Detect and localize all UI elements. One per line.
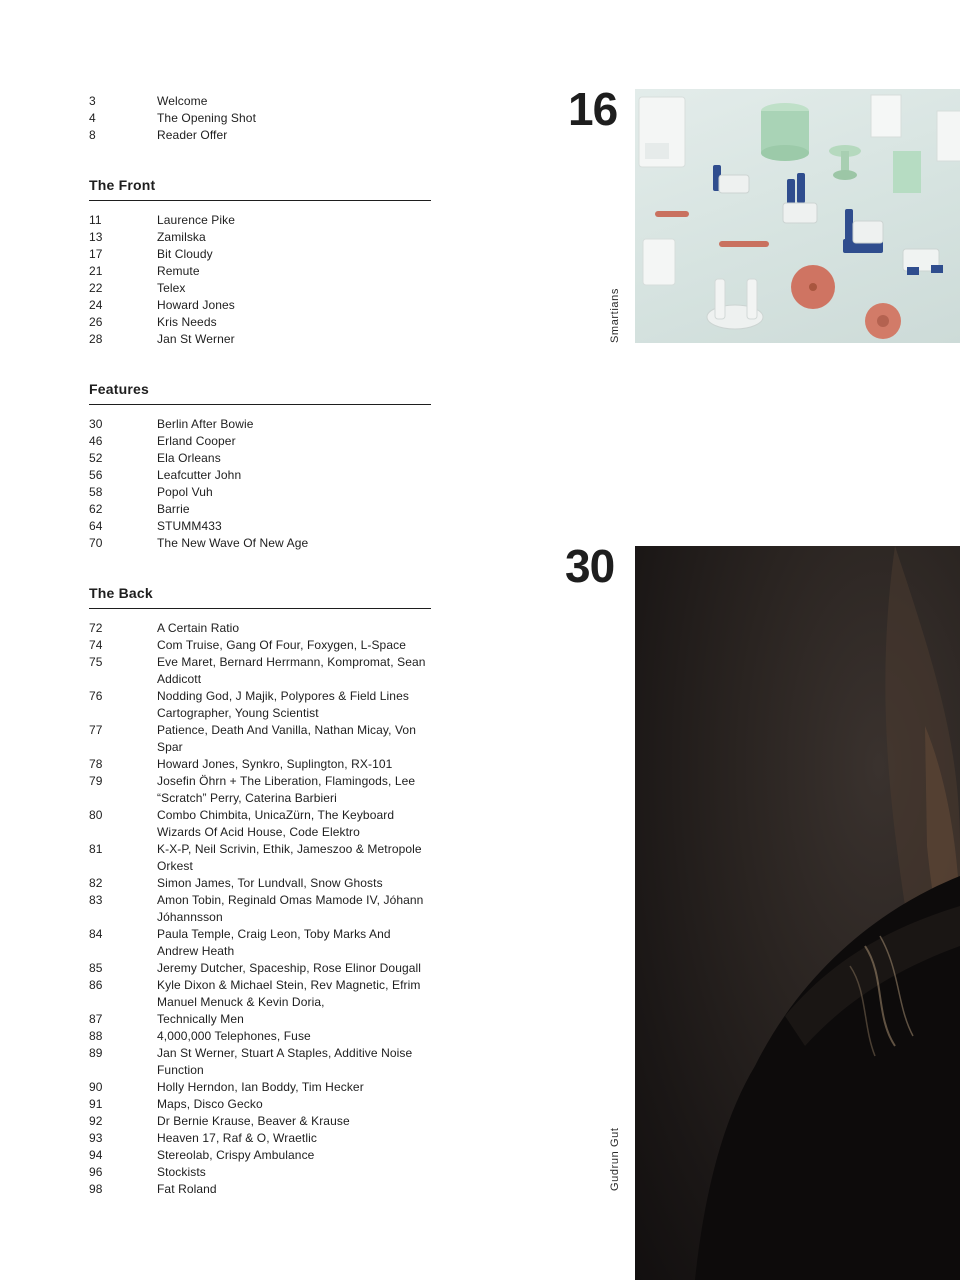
toc-row[interactable] — [89, 688, 431, 722]
toc-row[interactable] — [89, 297, 431, 314]
section-the-front — [89, 177, 431, 348]
entry-title: Barrie — [157, 502, 190, 516]
entry-title: Telex — [157, 281, 186, 295]
entry-title: Erland Cooper — [157, 434, 236, 448]
toc-row[interactable] — [89, 246, 431, 263]
toc-intro — [89, 93, 431, 144]
page-number: 13 — [89, 230, 103, 244]
page-number: 83 — [89, 893, 103, 907]
entry-title: Amon Tobin, Reginald Omas Mamode IV, Jóhann Jóhannsson — [157, 893, 424, 924]
page-number: 79 — [89, 774, 103, 788]
page-number: 62 — [89, 502, 103, 516]
spotlight-page-number: 30 — [565, 540, 615, 592]
page-number: 88 — [89, 1029, 103, 1043]
entry-title: Eve Maret, Bernard Herrmann, Kompromat, Sean Addicott — [157, 655, 426, 686]
page-number: 92 — [89, 1114, 103, 1128]
toc-row[interactable] — [89, 926, 431, 960]
entry-title: Popol Vuh — [157, 485, 213, 499]
page-number: 78 — [89, 757, 103, 771]
spotlight-caption: Smartians — [609, 288, 621, 343]
toc-row[interactable] — [89, 756, 431, 773]
toc-row[interactable] — [89, 1113, 431, 1130]
page-number: 77 — [89, 723, 103, 737]
section-heading: Features — [89, 381, 431, 405]
entry-title: Technically Men — [157, 1012, 244, 1026]
toc-row[interactable] — [89, 841, 431, 875]
toc-row[interactable] — [89, 127, 431, 144]
toc-row[interactable] — [89, 875, 431, 892]
toc-row[interactable] — [89, 1011, 431, 1028]
page-number: 28 — [89, 332, 103, 346]
toc-row[interactable] — [89, 467, 431, 484]
toc-row[interactable] — [89, 1164, 431, 1181]
entry-title: Zamilska — [157, 230, 206, 244]
entry-title: Reader Offer — [157, 128, 228, 142]
toc-row[interactable] — [89, 416, 431, 433]
toc-row[interactable] — [89, 892, 431, 926]
toc-row[interactable] — [89, 229, 431, 246]
entry-title: Patience, Death And Vanilla, Nathan Micay, Von Spar — [157, 723, 416, 754]
page-number: 4 — [89, 111, 96, 125]
toc-row[interactable] — [89, 620, 431, 637]
entry-title: Dr Bernie Krause, Beaver & Krause — [157, 1114, 350, 1128]
entry-title: Kyle Dixon & Michael Stein, Rev Magnetic, Efrim Manuel Menuck & Kevin Doria, — [157, 978, 421, 1009]
smartians-illustration — [635, 89, 960, 343]
entry-title: Howard Jones, Synkro, Suplington, RX-101 — [157, 757, 393, 771]
toc-row[interactable] — [89, 535, 431, 552]
entry-title: Nodding God, J Majik, Polypores & Field Lines Cartographer, Young Scientist — [157, 689, 409, 720]
page-number: 81 — [89, 842, 103, 856]
toc-row[interactable] — [89, 1045, 431, 1079]
toc-row[interactable] — [89, 1028, 431, 1045]
page-number: 58 — [89, 485, 103, 499]
entry-title: K-X-P, Neil Scrivin, Ethik, Jameszoo & Metropole Orkest — [157, 842, 422, 873]
entry-title: Remute — [157, 264, 200, 278]
page-number: 24 — [89, 298, 103, 312]
page-number: 91 — [89, 1097, 103, 1111]
entry-title: Fat Roland — [157, 1182, 217, 1196]
toc-row[interactable] — [89, 654, 431, 688]
toc-row[interactable] — [89, 1147, 431, 1164]
toc-row[interactable] — [89, 518, 431, 535]
toc-row[interactable] — [89, 93, 431, 110]
section-features — [89, 381, 431, 552]
entry-title: Leafcutter John — [157, 468, 242, 482]
page-number: 17 — [89, 247, 103, 261]
gudrun-gut-portrait — [635, 546, 960, 1280]
entry-title: Simon James, Tor Lundvall, Snow Ghosts — [157, 876, 383, 890]
page-number: 70 — [89, 536, 103, 550]
entry-title: Holly Herndon, Ian Boddy, Tim Hecker — [157, 1080, 364, 1094]
toc-row[interactable] — [89, 501, 431, 518]
entry-title: The Opening Shot — [157, 111, 257, 125]
table-of-contents — [89, 93, 431, 1198]
page-number: 30 — [89, 417, 103, 431]
entry-title: Berlin After Bowie — [157, 417, 254, 431]
entry-title: Ela Orleans — [157, 451, 221, 465]
toc-row[interactable] — [89, 331, 431, 348]
toc-row[interactable] — [89, 773, 431, 807]
entry-title: STUMM433 — [157, 519, 222, 533]
toc-row[interactable] — [89, 212, 431, 229]
page-number: 74 — [89, 638, 103, 652]
page-number: 52 — [89, 451, 103, 465]
entry-title: Stockists — [157, 1165, 206, 1179]
toc-row[interactable] — [89, 1181, 431, 1198]
toc-row[interactable] — [89, 1130, 431, 1147]
smartians-photo — [635, 89, 960, 343]
entry-title: Jan St Werner — [157, 332, 235, 346]
entry-title: Kris Needs — [157, 315, 217, 329]
page-number: 76 — [89, 689, 103, 703]
toc-row[interactable] — [89, 637, 431, 654]
entry-title: The New Wave Of New Age — [157, 536, 309, 550]
section-heading: The Back — [89, 585, 431, 609]
spotlight-caption: Gudrun Gut — [609, 1127, 621, 1191]
entry-title: Jeremy Dutcher, Spaceship, Rose Elinor Dougall — [157, 961, 422, 975]
page-number: 22 — [89, 281, 103, 295]
page-number: 87 — [89, 1012, 103, 1026]
entry-title: Stereolab, Crispy Ambulance — [157, 1148, 315, 1162]
toc-row[interactable] — [89, 450, 431, 467]
page-number: 3 — [89, 94, 96, 108]
entry-title: 4,000,000 Telephones, Fuse — [157, 1029, 311, 1043]
portrait-shapes — [635, 546, 960, 1280]
page-number: 96 — [89, 1165, 103, 1179]
entry-title: Jan St Werner, Stuart A Staples, Additive Noise Function — [157, 1046, 413, 1077]
entry-title: Laurence Pike — [157, 213, 236, 227]
entry-title: Combo Chimbita, UnicaZürn, The Keyboard Wizards Of Acid House, Code Elektro — [157, 808, 395, 839]
toc-row[interactable] — [89, 280, 431, 297]
page-number: 84 — [89, 927, 103, 941]
page-number: 93 — [89, 1131, 103, 1145]
page-number: 26 — [89, 315, 103, 329]
page-number: 94 — [89, 1148, 103, 1162]
page-number: 98 — [89, 1182, 103, 1196]
entry-title: Paula Temple, Craig Leon, Toby Marks And Andrew Heath — [157, 927, 391, 958]
toc-row[interactable] — [89, 433, 431, 450]
page-number: 75 — [89, 655, 103, 669]
section-heading: The Front — [89, 177, 431, 201]
spotlight-page-number: 16 — [568, 83, 618, 135]
entry-title: Maps, Disco Gecko — [157, 1097, 263, 1111]
toc-row[interactable] — [89, 110, 431, 127]
page-number: 8 — [89, 128, 96, 142]
entry-title: Bit Cloudy — [157, 247, 213, 261]
toc-row[interactable] — [89, 314, 431, 331]
page-number: 21 — [89, 264, 103, 278]
entry-title: A Certain Ratio — [157, 621, 240, 635]
entry-title: Howard Jones — [157, 298, 235, 312]
page-number: 64 — [89, 519, 103, 533]
toc-row[interactable] — [89, 1096, 431, 1113]
page-number: 82 — [89, 876, 103, 890]
toc-row[interactable] — [89, 722, 431, 756]
page-number: 56 — [89, 468, 103, 482]
toc-row[interactable] — [89, 977, 431, 1011]
entry-title: Heaven 17, Raf & O, Wraetlic — [157, 1131, 317, 1145]
page-number: 90 — [89, 1080, 103, 1094]
page-number: 85 — [89, 961, 103, 975]
page-number: 86 — [89, 978, 103, 992]
entry-title: Com Truise, Gang Of Four, Foxygen, L-Space — [157, 638, 406, 652]
section-the-back — [89, 585, 431, 1198]
toc-row[interactable] — [89, 263, 431, 280]
toc-row[interactable] — [89, 807, 431, 841]
page-number: 89 — [89, 1046, 103, 1060]
page-number: 46 — [89, 434, 103, 448]
entry-title: Welcome — [157, 94, 208, 108]
toc-row[interactable] — [89, 960, 431, 977]
page-number: 72 — [89, 621, 103, 635]
toc-row[interactable] — [89, 484, 431, 501]
page-number: 11 — [89, 213, 102, 227]
toc-row[interactable] — [89, 1079, 431, 1096]
entry-title: Josefin Öhrn + The Liberation, Flamingods, Lee “Scratch” Perry, Caterina Barbieri — [157, 774, 416, 805]
page-number: 80 — [89, 808, 103, 822]
